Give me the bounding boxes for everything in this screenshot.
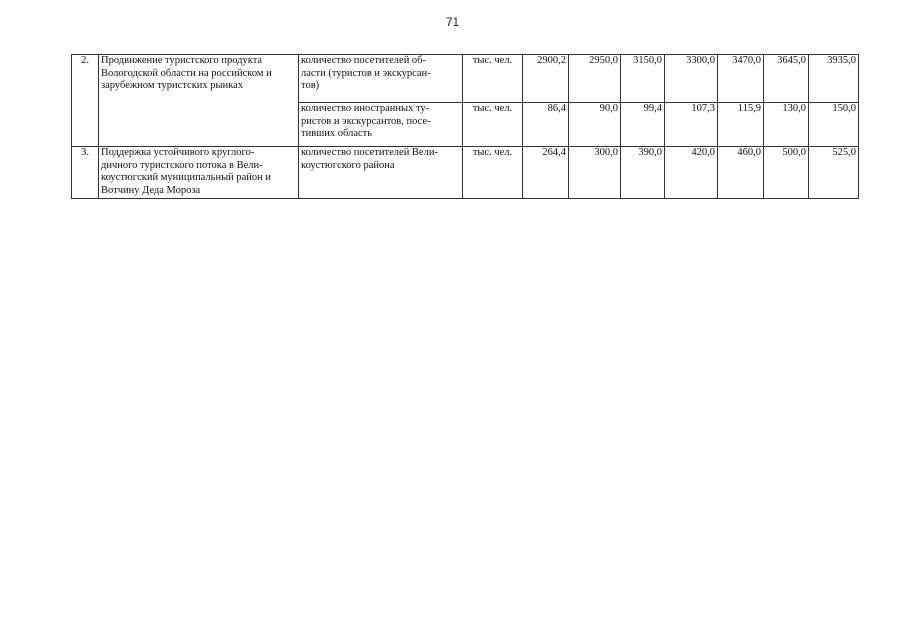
indicator-unit: тыс. чел. bbox=[463, 147, 523, 199]
row-number: 3. bbox=[72, 147, 99, 199]
value-cell: 460,0 bbox=[718, 147, 764, 199]
indicator-unit: тыс. чел. bbox=[463, 103, 523, 147]
table-row bbox=[72, 55, 859, 103]
indicator-name: количество иностранных ту- ристов и экскурсантов, посе- тивших область bbox=[299, 103, 463, 147]
table-row bbox=[72, 147, 859, 199]
indicator-name: количество посетителей об- ласти (туристов и экскурсан- тов) bbox=[299, 55, 463, 103]
value-cell: 3470,0 bbox=[718, 55, 764, 103]
value-cell: 3150,0 bbox=[621, 55, 665, 103]
value-cell: 99,4 bbox=[621, 103, 665, 147]
value-cell: 130,0 bbox=[764, 103, 809, 147]
indicators-table bbox=[71, 54, 859, 199]
value-cell: 86,4 bbox=[523, 103, 569, 147]
value-cell: 3935,0 bbox=[809, 55, 859, 103]
value-cell: 390,0 bbox=[621, 147, 665, 199]
value-cell: 115,9 bbox=[718, 103, 764, 147]
value-cell: 2950,0 bbox=[569, 55, 621, 103]
value-cell: 300,0 bbox=[569, 147, 621, 199]
page-number: 71 bbox=[445, 15, 460, 29]
value-cell: 3645,0 bbox=[764, 55, 809, 103]
task-description: Продвижение туристского продукта Вологодской области на российском и зарубежном туристских рынках bbox=[99, 55, 299, 147]
indicator-name: количество посетителей Вели- коустюгского района bbox=[299, 147, 463, 199]
task-description: Поддержка устойчивого круглого- дичного туристского потока в Вели- коустюгский муниципальный район и Вотчину Деда Мороза bbox=[99, 147, 299, 199]
value-cell: 107,3 bbox=[665, 103, 718, 147]
value-cell: 500,0 bbox=[764, 147, 809, 199]
value-cell: 264,4 bbox=[523, 147, 569, 199]
value-cell: 150,0 bbox=[809, 103, 859, 147]
value-cell: 525,0 bbox=[809, 147, 859, 199]
value-cell: 3300,0 bbox=[665, 55, 718, 103]
value-cell: 90,0 bbox=[569, 103, 621, 147]
row-number: 2. bbox=[72, 55, 99, 147]
value-cell: 2900,2 bbox=[523, 55, 569, 103]
value-cell: 420,0 bbox=[665, 147, 718, 199]
indicator-unit: тыс. чел. bbox=[463, 55, 523, 103]
